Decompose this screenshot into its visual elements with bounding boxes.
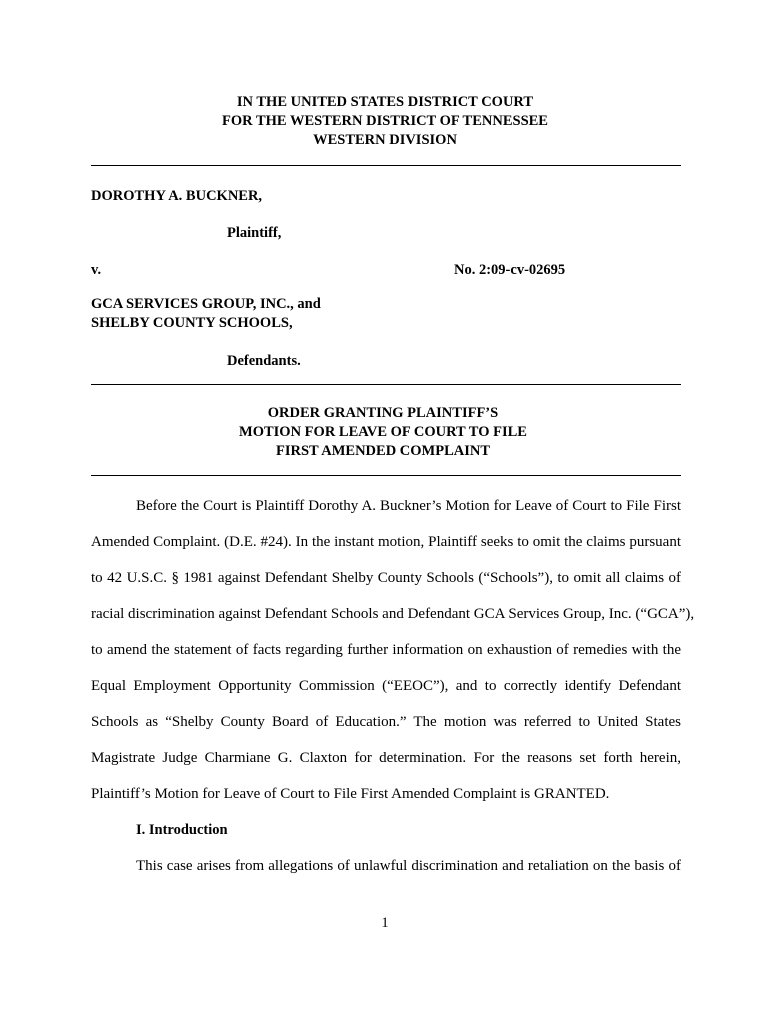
defendant-line-1: GCA SERVICES GROUP, INC., and: [91, 296, 321, 312]
versus: v.: [91, 262, 102, 278]
section-heading-introduction: I. Introduction: [136, 822, 228, 838]
paragraph-1-line: to 42 U.S.C. § 1981 against Defendant Shelby County Schools (“Schools”), to omit all claims of: [91, 570, 681, 586]
defendant-line-2: SHELBY COUNTY SCHOOLS,: [91, 315, 293, 331]
court-name-line-1: IN THE UNITED STATES DISTRICT COURT: [236, 94, 534, 110]
paragraph-2-line: This case arises from allegations of unlawful discrimination and retaliation on the basis of: [136, 858, 681, 874]
paragraph-1-line: to amend the statement of facts regarding further information on exhaustion of remedies with the: [91, 642, 681, 658]
paragraph-1-line: Plaintiff’s Motion for Leave of Court to File First Amended Complaint is GRANTED.: [91, 786, 610, 802]
page-number: 1: [381, 915, 389, 931]
header-divider: [91, 165, 681, 166]
case-number: No. 2:09-cv-02695: [454, 262, 566, 278]
paragraph-1-line: Before the Court is Plaintiff Dorothy A. Buckner’s Motion for Leave of Court to File First: [136, 498, 681, 514]
paragraph-1-line: Schools as “Shelby County Board of Education.” The motion was referred to United States: [91, 714, 681, 730]
order-title-line-3: FIRST AMENDED COMPLAINT: [275, 443, 491, 459]
caption-divider: [91, 384, 681, 385]
court-division-line: WESTERN DIVISION: [313, 132, 457, 148]
plaintiff-label: Plaintiff,: [227, 225, 282, 241]
paragraph-1-line: Magistrate Judge Charmiane G. Claxton for determination. For the reasons set forth herein,: [91, 750, 681, 766]
paragraph-1-line: Equal Employment Opportunity Commission (“EEOC”), and to correctly identify Defendant: [91, 678, 681, 694]
title-divider: [91, 475, 681, 476]
defendant-label: Defendants.: [227, 353, 301, 369]
order-title-line-2: MOTION FOR LEAVE OF COURT TO FILE: [239, 424, 527, 440]
paragraph-1-line: racial discrimination against Defendant Schools and Defendant GCA Services Group, Inc. (“GCA”),: [91, 606, 695, 622]
paragraph-1-line: Amended Complaint. (D.E. #24). In the instant motion, Plaintiff seeks to omit the claims pursuant: [91, 534, 681, 550]
court-district-line: FOR THE WESTERN DISTRICT OF TENNESSEE: [222, 113, 548, 129]
plaintiff-name: DOROTHY A. BUCKNER,: [91, 188, 263, 204]
order-title-line-1: ORDER GRANTING PLAINTIFF’S: [267, 405, 499, 421]
